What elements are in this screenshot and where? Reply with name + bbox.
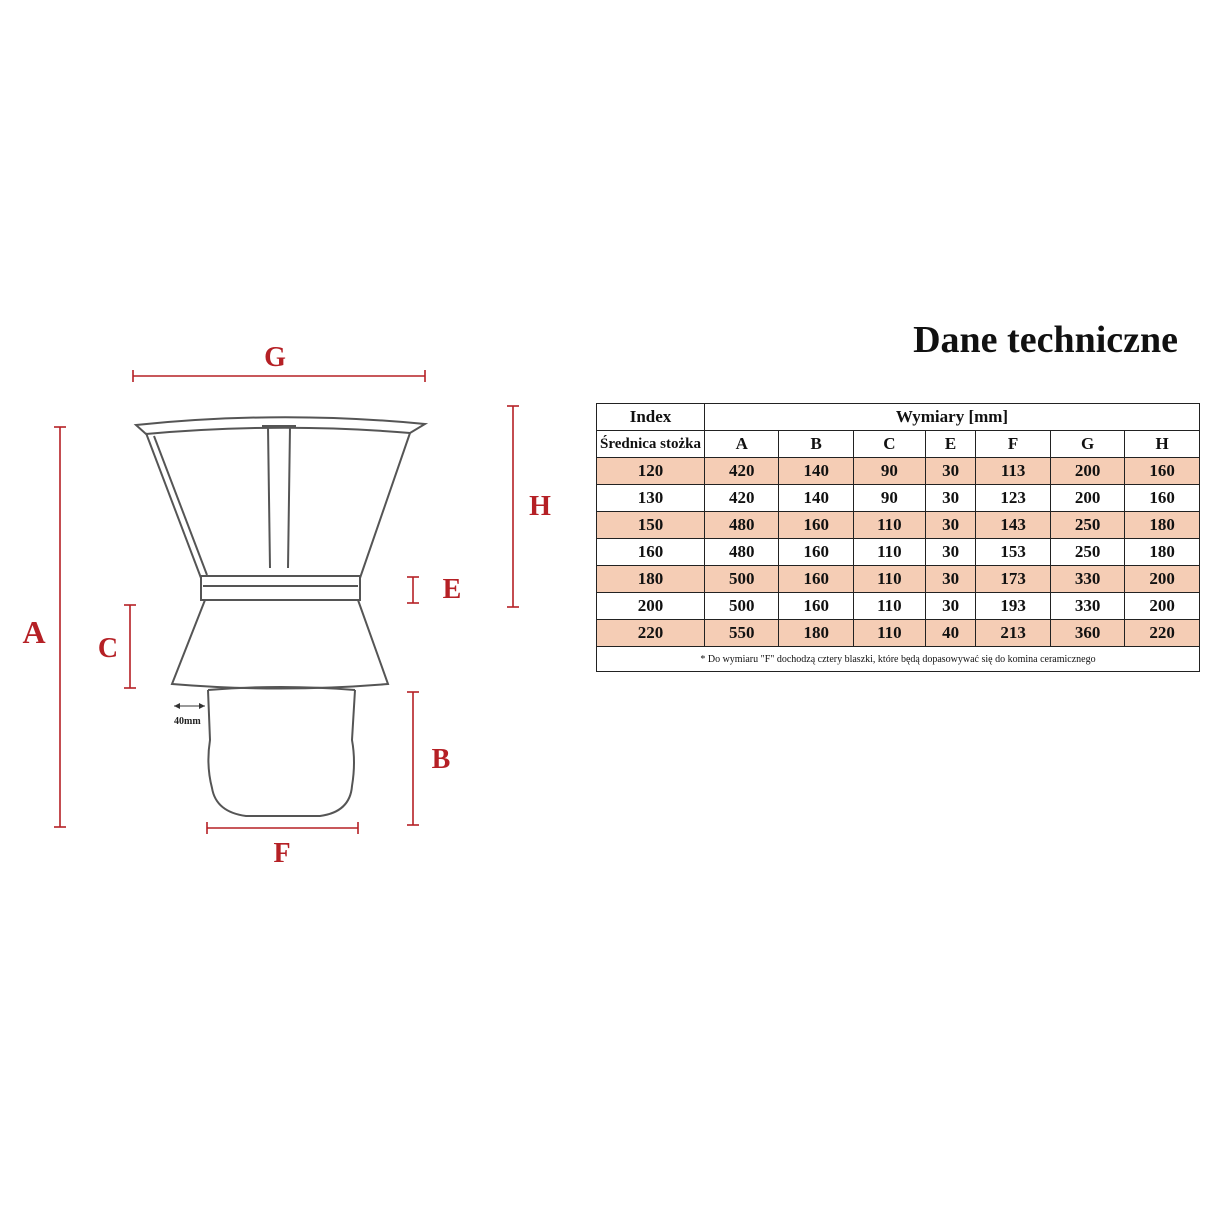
chimney-cap-outline — [136, 417, 425, 816]
offset-note-40mm: 40mm — [174, 716, 201, 727]
table-cell-index: 220 — [597, 620, 705, 647]
table-cell-f: 113 — [976, 458, 1050, 485]
table-cell-f: 153 — [976, 539, 1050, 566]
table-row — [597, 539, 1200, 566]
table-row — [597, 485, 1200, 512]
table-cell-h: 160 — [1125, 485, 1200, 512]
table-cell-g: 330 — [1050, 566, 1124, 593]
header-cone-diameter: Średnica stożka — [597, 431, 705, 458]
table-cell-a: 500 — [705, 593, 779, 620]
dimension-label-f: F — [273, 838, 291, 869]
column-header-h: H — [1125, 431, 1200, 458]
table-cell-index: 120 — [597, 458, 705, 485]
table-cell-c: 90 — [853, 458, 925, 485]
table-cell-index: 130 — [597, 485, 705, 512]
table-cell-b: 140 — [779, 458, 853, 485]
table-footnote: * Do wymiaru "F" dochodzą cztery blaszki, które będą dopasowywać się do komina ceramicznego — [597, 647, 1200, 672]
table-cell-a: 480 — [705, 539, 779, 566]
table-cell-c: 110 — [853, 539, 925, 566]
table-cell-e: 30 — [925, 485, 976, 512]
table-cell-c: 90 — [853, 485, 925, 512]
table-cell-g: 200 — [1050, 485, 1124, 512]
table-row — [597, 620, 1200, 647]
table-cell-b: 160 — [779, 512, 853, 539]
table-cell-g: 330 — [1050, 593, 1124, 620]
table-cell-f: 143 — [976, 512, 1050, 539]
table-cell-h: 200 — [1125, 566, 1200, 593]
table-cell-e: 30 — [925, 593, 976, 620]
table-cell-index: 200 — [597, 593, 705, 620]
table-header-row-top — [597, 404, 1200, 431]
header-dimensions: Wymiary [mm] — [705, 404, 1200, 431]
table-row — [597, 512, 1200, 539]
table-cell-b: 160 — [779, 539, 853, 566]
table-cell-c: 110 — [853, 512, 925, 539]
table-cell-a: 500 — [705, 566, 779, 593]
table-row — [597, 593, 1200, 620]
column-header-e: E — [925, 431, 976, 458]
column-header-f: F — [976, 431, 1050, 458]
table-cell-a: 480 — [705, 512, 779, 539]
table-cell-h: 180 — [1125, 512, 1200, 539]
table-cell-g: 360 — [1050, 620, 1124, 647]
table-cell-index: 150 — [597, 512, 705, 539]
header-index: Index — [597, 404, 705, 431]
dimension-label-c: C — [97, 633, 119, 664]
dimension-label-b: B — [431, 744, 451, 775]
table-cell-f: 123 — [976, 485, 1050, 512]
table-cell-f: 173 — [976, 566, 1050, 593]
table-cell-g: 250 — [1050, 539, 1124, 566]
table-cell-f: 213 — [976, 620, 1050, 647]
page-title: Dane techniczne — [913, 319, 1178, 361]
table-cell-h: 200 — [1125, 593, 1200, 620]
table-cell-c: 110 — [853, 593, 925, 620]
column-header-a: A — [705, 431, 779, 458]
column-header-c: C — [853, 431, 925, 458]
table-cell-g: 250 — [1050, 512, 1124, 539]
table-cell-a: 420 — [705, 485, 779, 512]
table-cell-h: 180 — [1125, 539, 1200, 566]
dimension-label-g: G — [264, 342, 286, 373]
table-cell-f: 193 — [976, 593, 1050, 620]
table-cell-b: 160 — [779, 566, 853, 593]
column-header-b: B — [779, 431, 853, 458]
table-cell-index: 180 — [597, 566, 705, 593]
dimension-label-e: E — [442, 574, 462, 605]
table-cell-a: 550 — [705, 620, 779, 647]
table-cell-e: 40 — [925, 620, 976, 647]
dimension-label-h: H — [529, 491, 551, 522]
table-cell-index: 160 — [597, 539, 705, 566]
table-cell-h: 160 — [1125, 458, 1200, 485]
table-body — [597, 458, 1200, 647]
table-cell-e: 30 — [925, 512, 976, 539]
table-row — [597, 566, 1200, 593]
table-cell-b: 180 — [779, 620, 853, 647]
technical-data-table — [596, 403, 1200, 672]
column-header-g: G — [1050, 431, 1124, 458]
table-cell-g: 200 — [1050, 458, 1124, 485]
table-cell-e: 30 — [925, 566, 976, 593]
table-header-row-columns — [597, 431, 1200, 458]
table-cell-b: 140 — [779, 485, 853, 512]
table-cell-c: 110 — [853, 566, 925, 593]
table-cell-h: 220 — [1125, 620, 1200, 647]
table-cell-a: 420 — [705, 458, 779, 485]
table-row — [597, 458, 1200, 485]
table-cell-e: 30 — [925, 539, 976, 566]
dimension-label-a: A — [22, 614, 46, 650]
table-footnote-row — [597, 647, 1200, 672]
table-cell-b: 160 — [779, 593, 853, 620]
table-cell-c: 110 — [853, 620, 925, 647]
table-cell-e: 30 — [925, 458, 976, 485]
